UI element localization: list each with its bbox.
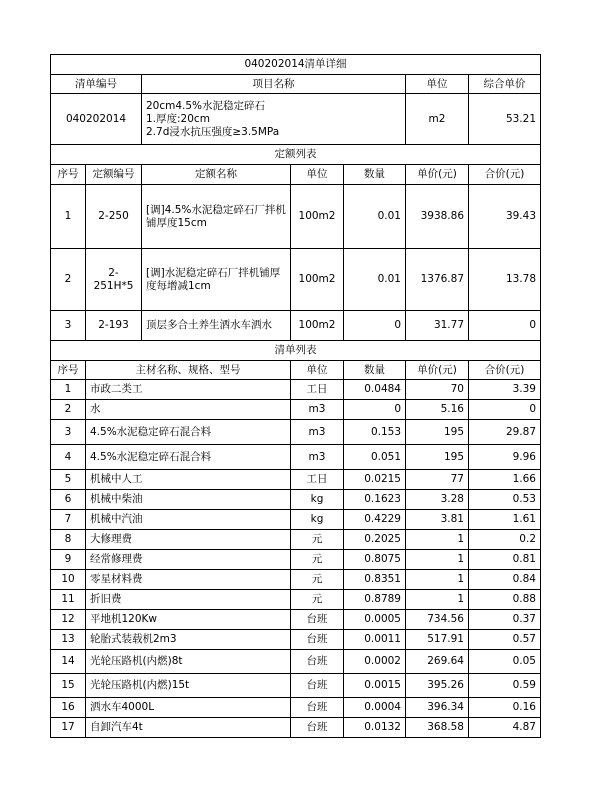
material-price: 734.56 [406,610,469,630]
quota-code: 2-193 [86,311,142,341]
material-total: 0.05 [469,650,541,674]
quota-header-code: 定额编号 [86,165,142,185]
material-name: 光轮压路机(内燃)15t [86,674,291,698]
material-total: 29.87 [469,420,541,445]
material-qty: 0.153 [344,420,406,445]
material-no: 3 [51,420,86,445]
material-price: 517.91 [406,630,469,650]
material-no: 15 [51,674,86,698]
material-name: 机械中人工 [86,470,291,490]
quota-row [51,185,541,249]
material-qty: 0.0004 [344,698,406,718]
material-name: 自卸汽车4t [86,718,291,738]
material-qty: 0.0015 [344,674,406,698]
material-total: 9.96 [469,445,541,470]
material-total: 1.66 [469,470,541,490]
material-row [51,590,541,610]
material-row [51,445,541,470]
material-price: 396.34 [406,698,469,718]
material-unit: 元 [291,590,344,610]
material-unit: m3 [291,445,344,470]
quota-header-name: 定额名称 [142,165,291,185]
quota-name: [调]水泥稳定碎石厂拌机铺厚度每增减1cm [142,249,291,311]
material-qty: 0.1623 [344,490,406,510]
quota-header-unit: 单位 [291,165,344,185]
material-qty: 0.4229 [344,510,406,530]
material-qty: 0.0215 [344,470,406,490]
quota-total: 0 [469,311,541,341]
material-price: 3.81 [406,510,469,530]
material-qty: 0.0005 [344,610,406,630]
item-name: 20cm4.5%水泥稳定碎石 1.厚度:20cm 2.7d浸水抗压强度≥3.5MPa [142,94,406,145]
material-total: 4.87 [469,718,541,738]
material-qty: 0.0011 [344,630,406,650]
material-unit: kg [291,510,344,530]
bill-detail-table [50,54,541,738]
material-qty: 0.0002 [344,650,406,674]
quota-unit: 100m2 [291,185,344,249]
material-row [51,420,541,445]
quota-qty: 0.01 [344,185,406,249]
material-row [51,400,541,420]
page-title: 040202014清单详细 [51,55,541,75]
material-price: 195 [406,445,469,470]
material-unit: 台班 [291,698,344,718]
material-row [51,380,541,400]
material-unit: m3 [291,420,344,445]
material-total: 3.39 [469,380,541,400]
material-row [51,630,541,650]
material-row [51,470,541,490]
material-total: 0.16 [469,698,541,718]
material-row [51,570,541,590]
material-name: 机械中柴油 [86,490,291,510]
material-name: 机械中汽油 [86,510,291,530]
material-row [51,610,541,630]
material-no: 1 [51,380,86,400]
material-unit: 台班 [291,650,344,674]
quota-section-title: 定额列表 [51,145,541,165]
materials-header-total: 合价(元) [469,361,541,380]
material-unit: 台班 [291,610,344,630]
material-row [51,674,541,698]
quota-row [51,311,541,341]
material-row [51,650,541,674]
material-price: 195 [406,420,469,445]
material-total: 0.88 [469,590,541,610]
material-qty: 0.8075 [344,550,406,570]
material-row [51,698,541,718]
quota-code: 2-250 [86,185,142,249]
material-name: 水 [86,400,291,420]
material-name: 洒水车4000L [86,698,291,718]
material-total: 0.53 [469,490,541,510]
material-no: 4 [51,445,86,470]
material-name: 零星材料费 [86,570,291,590]
header-name: 项目名称 [142,75,406,94]
quota-header-no: 序号 [51,165,86,185]
quota-no: 2 [51,249,86,311]
quota-no: 3 [51,311,86,341]
material-unit: 台班 [291,630,344,650]
item-price: 53.21 [469,94,541,145]
material-qty: 0.051 [344,445,406,470]
material-price: 1 [406,530,469,550]
material-no: 10 [51,570,86,590]
material-row [51,490,541,510]
material-total: 0.37 [469,610,541,630]
material-price: 77 [406,470,469,490]
material-total: 0.57 [469,630,541,650]
quota-name: 顶层多合土养生洒水车洒水 [142,311,291,341]
material-unit: 元 [291,570,344,590]
materials-section-title: 清单列表 [51,341,541,361]
material-unit: 工日 [291,470,344,490]
material-total: 0.2 [469,530,541,550]
material-name: 市政二类工 [86,380,291,400]
item-unit: m2 [406,94,469,145]
material-price: 1 [406,590,469,610]
header-price: 综合单价 [469,75,541,94]
material-name: 4.5%水泥稳定碎石混合料 [86,420,291,445]
materials-header-no: 序号 [51,361,86,380]
material-unit: 元 [291,530,344,550]
quota-unit: 100m2 [291,249,344,311]
material-unit: 台班 [291,718,344,738]
material-price: 1 [406,550,469,570]
material-name: 折旧费 [86,590,291,610]
material-no: 8 [51,530,86,550]
quota-qty: 0.01 [344,249,406,311]
material-unit: 元 [291,550,344,570]
material-name: 光轮压路机(内燃)8t [86,650,291,674]
material-qty: 0.2025 [344,530,406,550]
material-row [51,530,541,550]
quota-price: 3938.86 [406,185,469,249]
quota-no: 1 [51,185,86,249]
quota-row [51,249,541,311]
materials-header-qty: 数量 [344,361,406,380]
material-name: 4.5%水泥稳定碎石混合料 [86,445,291,470]
material-unit: 台班 [291,674,344,698]
material-no: 12 [51,610,86,630]
material-price: 1 [406,570,469,590]
material-price: 368.58 [406,718,469,738]
material-name: 平地机120Kw [86,610,291,630]
material-name: 经常修理费 [86,550,291,570]
material-no: 14 [51,650,86,674]
material-row [51,718,541,738]
material-total: 0.59 [469,674,541,698]
material-qty: 0.0484 [344,380,406,400]
material-unit: kg [291,490,344,510]
quota-price: 31.77 [406,311,469,341]
material-row [51,550,541,570]
material-qty: 0.8351 [344,570,406,590]
material-price: 3.28 [406,490,469,510]
materials-header-price: 单价(元) [406,361,469,380]
header-unit: 单位 [406,75,469,94]
materials-header-name: 主材名称、规格、型号 [86,361,291,380]
material-no: 9 [51,550,86,570]
quota-header-price: 单价(元) [406,165,469,185]
quota-unit: 100m2 [291,311,344,341]
material-total: 0 [469,400,541,420]
material-price: 5.16 [406,400,469,420]
material-name: 大修理费 [86,530,291,550]
material-row [51,510,541,530]
material-qty: 0.0132 [344,718,406,738]
material-total: 0.81 [469,550,541,570]
material-no: 17 [51,718,86,738]
material-unit: m3 [291,400,344,420]
quota-header-total: 合价(元) [469,165,541,185]
material-no: 5 [51,470,86,490]
material-no: 11 [51,590,86,610]
material-no: 16 [51,698,86,718]
quota-total: 13.78 [469,249,541,311]
quota-header-qty: 数量 [344,165,406,185]
quota-qty: 0 [344,311,406,341]
material-price: 269.64 [406,650,469,674]
material-no: 2 [51,400,86,420]
material-no: 6 [51,490,86,510]
material-price: 395.26 [406,674,469,698]
material-name: 轮胎式装载机2m3 [86,630,291,650]
material-no: 13 [51,630,86,650]
quota-price: 1376.87 [406,249,469,311]
item-code: 040202014 [51,94,142,145]
quota-total: 39.43 [469,185,541,249]
header-code: 清单编号 [51,75,142,94]
material-total: 1.61 [469,510,541,530]
material-qty: 0.8789 [344,590,406,610]
quota-name: [调]4.5%水泥稳定碎石厂拌机铺厚度15cm [142,185,291,249]
material-unit: 工日 [291,380,344,400]
material-total: 0.84 [469,570,541,590]
materials-header-unit: 单位 [291,361,344,380]
material-price: 70 [406,380,469,400]
quota-code: 2-251H*5 [86,249,142,311]
material-qty: 0 [344,400,406,420]
material-no: 7 [51,510,86,530]
